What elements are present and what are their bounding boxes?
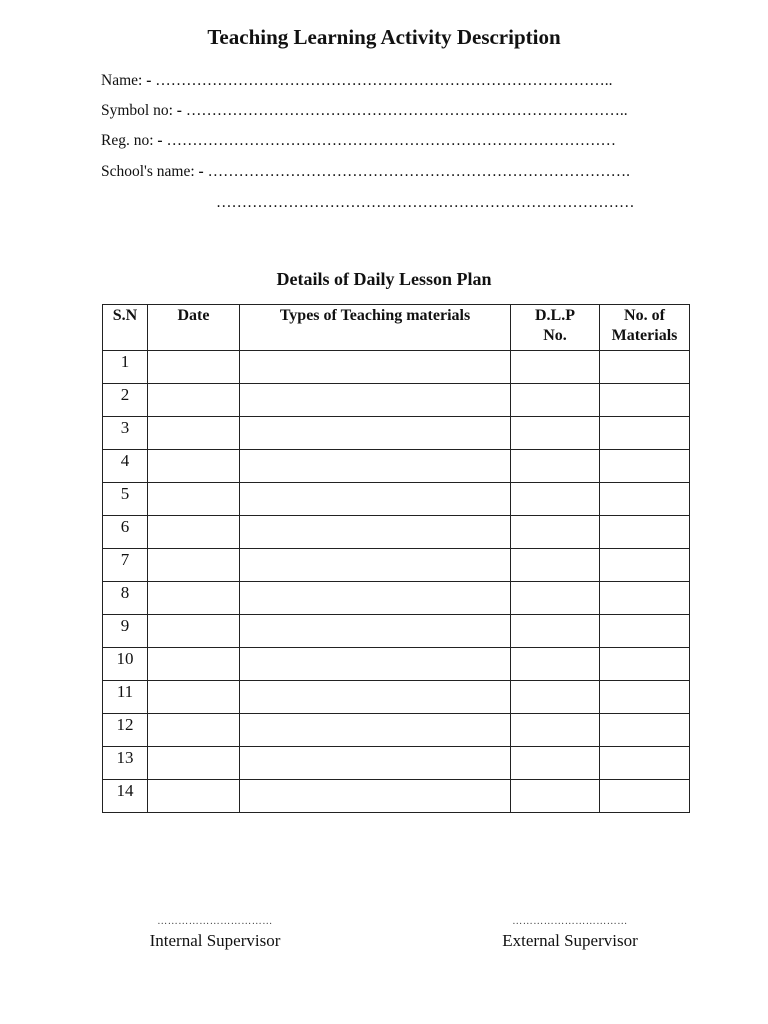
reg-no-dash: -	[157, 132, 163, 149]
table-row	[103, 384, 690, 417]
table-row	[103, 582, 690, 615]
cell-no-of-materials[interactable]	[600, 351, 690, 384]
cell-materials-type[interactable]	[240, 384, 511, 417]
header-dlp-no-text: D.L.P No.	[535, 307, 575, 344]
cell-sn: 14	[103, 780, 148, 813]
cell-date[interactable]	[148, 615, 240, 648]
cell-no-of-materials[interactable]	[600, 582, 690, 615]
external-signature-line[interactable]: ……………………………	[512, 916, 628, 927]
table-header-row	[103, 305, 690, 351]
cell-no-of-materials[interactable]	[600, 747, 690, 780]
symbol-no-dash: -	[176, 102, 182, 119]
cell-materials-type[interactable]	[240, 780, 511, 813]
cell-sn: 7	[103, 549, 148, 582]
internal-supervisor-signature	[136, 916, 294, 951]
cell-dlp-no[interactable]	[511, 615, 600, 648]
symbol-no-label: Symbol no:	[101, 102, 173, 119]
cell-no-of-materials[interactable]	[600, 450, 690, 483]
school-name-continuation[interactable]: ………………………………………………………………………	[216, 194, 635, 211]
cell-sn: 5	[103, 483, 148, 516]
cell-materials-type[interactable]	[240, 549, 511, 582]
cell-materials-type[interactable]	[240, 648, 511, 681]
header-materials-type: Types of Teaching materials	[240, 305, 511, 351]
cell-dlp-no[interactable]	[511, 384, 600, 417]
lesson-plan-table	[102, 304, 690, 813]
cell-date[interactable]	[148, 780, 240, 813]
cell-materials-type[interactable]	[240, 483, 511, 516]
cell-dlp-no[interactable]	[511, 417, 600, 450]
cell-materials-type[interactable]	[240, 417, 511, 450]
cell-dlp-no[interactable]	[511, 582, 600, 615]
school-name-label: School's name:	[101, 163, 195, 180]
reg-no-label: Reg. no:	[101, 132, 154, 149]
cell-date[interactable]	[148, 582, 240, 615]
cell-no-of-materials[interactable]	[600, 780, 690, 813]
cell-materials-type[interactable]	[240, 615, 511, 648]
table-row	[103, 681, 690, 714]
cell-dlp-no[interactable]	[511, 714, 600, 747]
name-field[interactable]	[101, 71, 613, 91]
cell-date[interactable]	[148, 681, 240, 714]
external-supervisor-label: External Supervisor	[502, 931, 638, 950]
cell-dlp-no[interactable]	[511, 648, 600, 681]
cell-materials-type[interactable]	[240, 516, 511, 549]
cell-sn: 1	[103, 351, 148, 384]
cell-sn: 6	[103, 516, 148, 549]
cell-dlp-no[interactable]	[511, 747, 600, 780]
cell-materials-type[interactable]	[240, 681, 511, 714]
cell-no-of-materials[interactable]	[600, 516, 690, 549]
cell-date[interactable]	[148, 450, 240, 483]
cell-no-of-materials[interactable]	[600, 384, 690, 417]
header-date: Date	[148, 305, 240, 351]
cell-dlp-no[interactable]	[511, 450, 600, 483]
cell-dlp-no[interactable]	[511, 351, 600, 384]
cell-dlp-no[interactable]	[511, 483, 600, 516]
cell-materials-type[interactable]	[240, 714, 511, 747]
cell-date[interactable]	[148, 648, 240, 681]
cell-dlp-no[interactable]	[511, 780, 600, 813]
cell-dlp-no[interactable]	[511, 681, 600, 714]
page-title: Teaching Learning Activity Description	[207, 25, 561, 49]
name-dots: ……………………………………………………………………………..	[155, 72, 613, 89]
header-no-of-materials	[600, 305, 690, 351]
table-title: Details of Daily Lesson Plan	[276, 269, 492, 289]
cell-no-of-materials[interactable]	[600, 483, 690, 516]
table-row	[103, 615, 690, 648]
table-row	[103, 483, 690, 516]
cell-no-of-materials[interactable]	[600, 648, 690, 681]
school-name-dots: ……………………………………………………………………….	[207, 163, 630, 180]
cell-no-of-materials[interactable]	[600, 714, 690, 747]
table-row	[103, 780, 690, 813]
cell-no-of-materials[interactable]	[600, 615, 690, 648]
symbol-no-field[interactable]	[101, 101, 628, 121]
header-dlp-no	[511, 305, 600, 351]
cell-sn: 10	[103, 648, 148, 681]
reg-no-field[interactable]	[101, 131, 616, 151]
header-no-of-materials-text: No. of Materials	[611, 307, 678, 344]
cell-sn: 13	[103, 747, 148, 780]
cell-no-of-materials[interactable]	[600, 681, 690, 714]
cell-materials-type[interactable]	[240, 351, 511, 384]
cell-date[interactable]	[148, 351, 240, 384]
school-name-field[interactable]	[101, 162, 630, 182]
name-dash: -	[146, 72, 152, 89]
cell-materials-type[interactable]	[240, 582, 511, 615]
cell-no-of-materials[interactable]	[600, 549, 690, 582]
cell-date[interactable]	[148, 516, 240, 549]
internal-signature-line[interactable]: ……………………………	[157, 916, 273, 927]
cell-materials-type[interactable]	[240, 450, 511, 483]
table-row	[103, 351, 690, 384]
table-row	[103, 417, 690, 450]
cell-sn: 11	[103, 681, 148, 714]
table-row	[103, 450, 690, 483]
cell-date[interactable]	[148, 549, 240, 582]
cell-date[interactable]	[148, 384, 240, 417]
header-sn: S.N	[103, 305, 148, 351]
reg-no-dots: ……………………………………………………………………………	[166, 132, 616, 149]
cell-date[interactable]	[148, 714, 240, 747]
cell-sn: 2	[103, 384, 148, 417]
cell-sn: 8	[103, 582, 148, 615]
external-supervisor-signature	[488, 916, 652, 951]
table-row	[103, 648, 690, 681]
name-label: Name:	[101, 72, 143, 89]
cell-date[interactable]	[148, 483, 240, 516]
cell-sn: 3	[103, 417, 148, 450]
cell-dlp-no[interactable]	[511, 516, 600, 549]
cell-sn: 12	[103, 714, 148, 747]
table-row	[103, 549, 690, 582]
cell-no-of-materials[interactable]	[600, 417, 690, 450]
symbol-no-dots: …………………………………………………………………………..	[185, 102, 628, 119]
internal-supervisor-label: Internal Supervisor	[149, 931, 281, 950]
cell-materials-type[interactable]	[240, 747, 511, 780]
cell-sn: 9	[103, 615, 148, 648]
cell-sn: 4	[103, 450, 148, 483]
cell-date[interactable]	[148, 747, 240, 780]
table-row	[103, 516, 690, 549]
cell-dlp-no[interactable]	[511, 549, 600, 582]
school-name-dash: -	[198, 163, 204, 180]
table-row	[103, 747, 690, 780]
table-row	[103, 714, 690, 747]
cell-date[interactable]	[148, 417, 240, 450]
